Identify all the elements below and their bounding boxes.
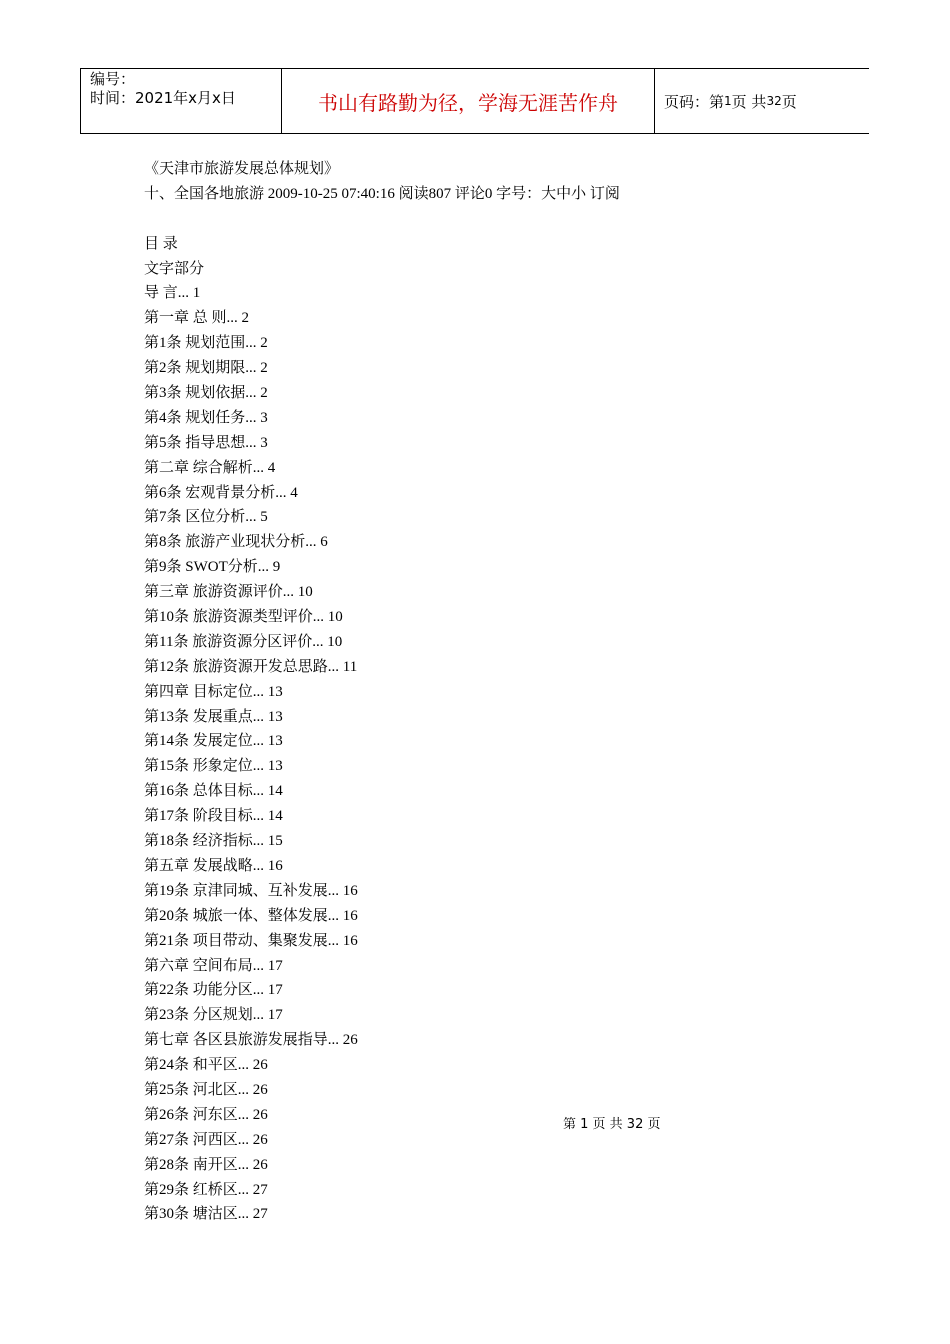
page-footer: 第 1 页 共 32 页 [563, 1117, 661, 1132]
page-prefix: 页码：第 [664, 92, 725, 111]
toc-entry[interactable]: 第16条 总体目标... 14 [144, 783, 283, 800]
toc-entry[interactable]: 第27条 河西区... 26 [144, 1131, 268, 1148]
time-label: 时间：2021年x月x日 [90, 89, 236, 107]
toc-entry[interactable]: 第20条 城旅一体、整体发展... 16 [144, 907, 358, 924]
toc-entry[interactable]: 第8条 旅游产业现状分析... 6 [144, 534, 328, 551]
doc-title: 《天津市旅游发展总体规划》 [144, 161, 340, 177]
toc-entry[interactable]: 第13条 发展重点... 13 [144, 708, 283, 725]
toc-entry[interactable]: 导 言... 1 [144, 285, 201, 302]
toc-heading: 目 录 [144, 235, 178, 252]
page-current: 1 [724, 94, 732, 108]
toc-entry[interactable]: 第9条 SWOT分析... 9 [144, 559, 281, 576]
toc-entry[interactable]: 第1条 规划范围... 2 [144, 335, 268, 352]
toc-entry[interactable]: 第22条 功能分区... 17 [144, 982, 283, 999]
toc-entry[interactable]: 第17条 阶段目标... 14 [144, 808, 283, 825]
toc-entry[interactable]: 第25条 河北区... 26 [144, 1081, 268, 1098]
toc-entry[interactable]: 第五章 发展战略... 16 [144, 857, 283, 874]
header-page-cell [655, 69, 869, 133]
header-info-cell [81, 69, 282, 133]
toc-entry[interactable]: 第六章 空间布局... 17 [144, 957, 283, 974]
page-total: 32 [766, 94, 782, 108]
toc-entry[interactable]: 第三章 旅游资源评价... 10 [144, 584, 313, 601]
motto-text: 书山有路勤为径，学海无涯苦作舟 [318, 90, 618, 115]
toc-entry[interactable]: 第18条 经济指标... 15 [144, 833, 283, 850]
toc-entry[interactable]: 第30条 塘沽区... 27 [144, 1206, 268, 1223]
toc-entry[interactable]: 第21条 项目带动、集聚发展... 16 [144, 932, 358, 949]
toc-entry[interactable]: 第7条 区位分析... 5 [144, 509, 268, 526]
toc-entry[interactable]: 第5条 指导思想... 3 [144, 434, 268, 451]
toc-entry[interactable]: 第26条 河东区... 26 [144, 1106, 268, 1123]
toc-entry[interactable]: 第10条 旅游资源类型评价... 10 [144, 609, 343, 626]
blank-line [144, 207, 764, 232]
toc-entry[interactable]: 第28条 南开区... 26 [144, 1156, 268, 1173]
toc-entry[interactable]: 第四章 目标定位... 13 [144, 683, 283, 700]
toc-entry[interactable]: 第6条 宏观背景分析... 4 [144, 484, 298, 501]
section-label: 文字部分 [144, 260, 205, 277]
page-suffix: 页 [781, 92, 797, 111]
document-body [144, 157, 764, 1227]
toc-entry[interactable]: 第24条 和平区... 26 [144, 1057, 268, 1074]
toc-entry[interactable]: 第23条 分区规划... 17 [144, 1007, 283, 1024]
toc-entry[interactable]: 第19条 京津同城、互补发展... 16 [144, 882, 358, 899]
doc-meta: 十、全国各地旅游 2009-10-25 07:40:16 阅读807 评论0 字号：大中小 订阅 [144, 185, 620, 202]
toc-entry[interactable]: 第二章 综合解析... 4 [144, 459, 276, 476]
toc-entry[interactable]: 第15条 形象定位... 13 [144, 758, 283, 775]
toc-entry[interactable]: 第一章 总 则... 2 [144, 310, 250, 327]
toc-entry[interactable]: 第29条 红桥区... 27 [144, 1181, 268, 1198]
document-header [80, 68, 869, 134]
toc-entry[interactable]: 第4条 规划任务... 3 [144, 409, 268, 426]
header-motto-cell [282, 69, 655, 133]
toc-entry[interactable]: 第3条 规划依据... 2 [144, 385, 268, 402]
table-of-contents [144, 281, 764, 1227]
toc-entry[interactable]: 第14条 发展定位... 13 [144, 733, 283, 750]
toc-entry[interactable]: 第2条 规划期限... 2 [144, 360, 268, 377]
number-label: 编号： [90, 70, 136, 88]
page-mid: 页 共 [731, 92, 767, 111]
toc-entry[interactable]: 第11条 旅游资源分区评价... 10 [144, 633, 343, 650]
toc-entry[interactable]: 第12条 旅游资源开发总思路... 11 [144, 658, 358, 675]
toc-entry[interactable]: 第七章 各区县旅游发展指导... 26 [144, 1032, 358, 1049]
